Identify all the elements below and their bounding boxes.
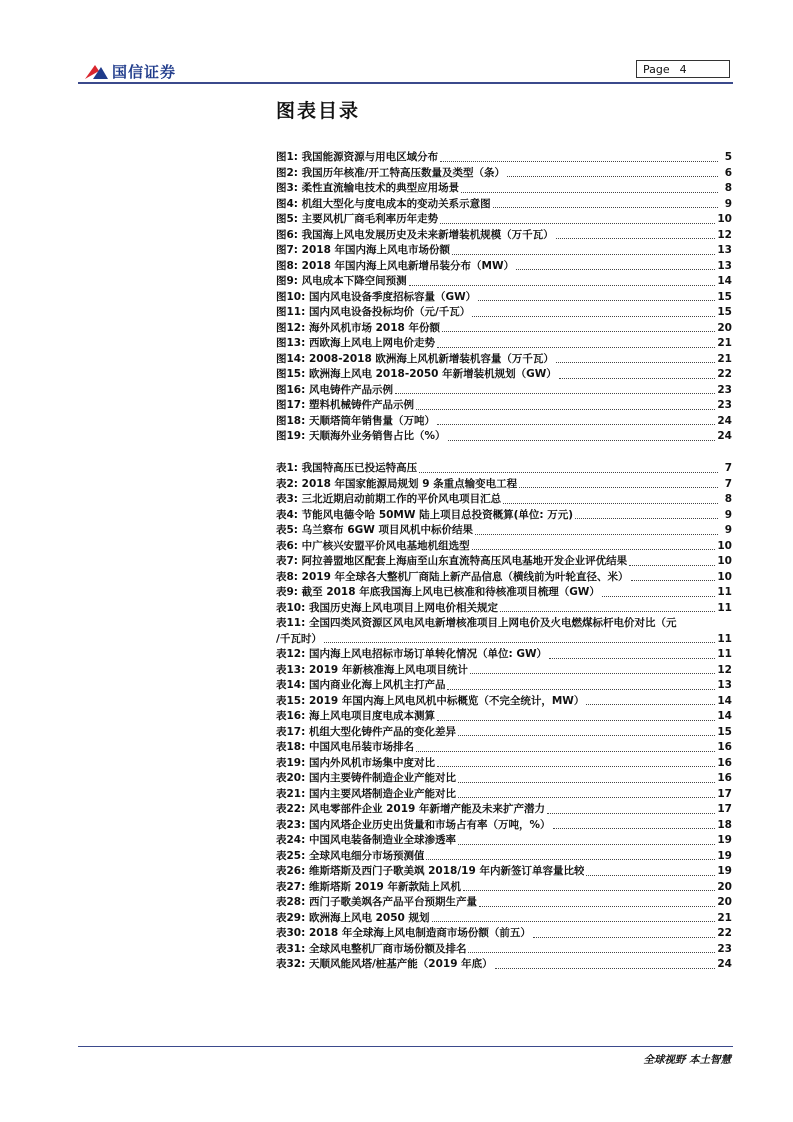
table-toc-entry-label: 表11: 全国四类风资源区风电风电新增核准项目上网电价及火电燃煤标杆电价对比（元 [276, 617, 677, 629]
table-toc-entry[interactable] [276, 957, 732, 973]
figure-toc-entry[interactable] [276, 321, 732, 337]
figure-toc-entry-label: 图13: 西欧海上风电上网电价走势 [276, 337, 435, 349]
dot-leader [479, 906, 715, 907]
table-toc-entry-label: 表30: 2018 年全球海上风电制造商市场份额（前五） [276, 927, 531, 939]
table-toc-entry-label: 表22: 风电零部件企业 2019 年新增产能及未来扩产潜力 [276, 803, 546, 815]
figure-toc-entry[interactable] [276, 212, 732, 228]
table-toc-entry-label: 表20: 国内主要铸件制造企业产能对比 [276, 772, 456, 784]
figure-toc-entry-label: 图3: 柔性直流输电技术的典型应用场景 [276, 182, 460, 194]
table-toc-entry-label: 表7: 阿拉善盟地区配套上海庙至山东直流特高压风电基地开发企业评优结果 [276, 555, 628, 567]
table-toc-entry-label: 表21: 国内主要风塔制造企业产能对比 [276, 787, 456, 800]
figure-list [276, 150, 732, 445]
dot-leader [495, 968, 716, 969]
table-toc-entry-page: 12 [717, 663, 732, 676]
dot-leader [500, 611, 715, 612]
table-toc-entry-label: 表6: 中广核兴安盟平价风电基地机组选型 [276, 539, 470, 552]
figure-toc-entry-page: 24 [717, 414, 732, 427]
figure-toc-entry[interactable] [276, 259, 732, 275]
table-toc-entry[interactable] [276, 570, 732, 586]
dot-leader [416, 751, 715, 752]
table-toc-entry-label: 表26: 维斯塔斯及西门子歌美飒 2018/19 年内新签订单容量比较 [276, 865, 585, 877]
table-toc-entry-label: 表24: 中国风电装备制造业全球渗透率 [276, 834, 456, 846]
footer-rule [78, 1046, 733, 1047]
dot-leader [461, 192, 718, 193]
dot-leader [452, 254, 715, 255]
dot-leader [416, 409, 715, 410]
page-indicator [636, 60, 730, 78]
table-toc-entry-label: 表19: 国内外风机市场集中度对比 [276, 756, 435, 769]
figure-toc-entry-page: 20 [717, 321, 732, 334]
table-toc-entry-label: 表5: 乌兰察布 6GW 项目风机中标价结果 [276, 524, 473, 536]
table-toc-entry[interactable] [276, 802, 732, 818]
table-toc-entry[interactable] [276, 849, 732, 865]
dot-leader [602, 596, 715, 597]
dot-leader [549, 658, 715, 659]
table-toc-entry[interactable] [276, 864, 732, 880]
dot-leader [437, 424, 715, 425]
table-toc-entry[interactable] [276, 709, 732, 725]
table-toc-entry[interactable] [276, 663, 732, 679]
table-toc-entry-page: 11 [717, 601, 732, 614]
figure-toc-entry[interactable] [276, 414, 732, 430]
dot-leader [507, 176, 718, 177]
figure-toc-entry-label: 图5: 主要风机厂商毛利率历年走势 [276, 213, 439, 225]
page-label: Page [643, 63, 670, 76]
figure-toc-entry-page: 15 [717, 306, 732, 318]
figure-toc-entry-label: 图1: 我国能源资源与用电区域分布 [276, 151, 439, 163]
dot-leader [440, 223, 715, 224]
table-toc-entry-label: 表9: 截至 2018 年底我国海上风电已核准和待核准项目梳理（GW） [276, 586, 600, 598]
dot-leader [458, 844, 715, 845]
table-toc-entry-page: 20 [717, 880, 732, 893]
table-toc-entry[interactable] [276, 678, 732, 694]
dot-leader [631, 580, 716, 581]
table-toc-entry[interactable] [276, 880, 732, 896]
table-toc-entry-page: 19 [717, 849, 732, 862]
figure-toc-entry-label: 图10: 国内风电设备季度招标容量（GW） [276, 290, 477, 303]
dot-leader [629, 565, 715, 566]
figure-toc-entry-page: 14 [717, 275, 732, 287]
figure-toc-entry-page: 8 [724, 182, 732, 194]
dot-leader [470, 673, 716, 674]
dot-leader [468, 952, 715, 953]
table-toc-entry-page: 23 [717, 942, 732, 955]
table-toc-entry-label: 表31: 全球风电整机厂商市场份额及排名 [276, 942, 467, 955]
figure-toc-entry[interactable] [276, 429, 732, 445]
figure-toc-entry-page: 15 [717, 290, 732, 303]
table-toc-entry-page: 14 [717, 710, 732, 722]
dot-leader [559, 378, 716, 379]
figure-toc-entry-label: 图12: 海外风机市场 2018 年份额 [276, 321, 441, 334]
table-toc-entry-page: 19 [717, 834, 732, 846]
table-toc-entry-page: 14 [717, 694, 732, 707]
table-toc-entry-page: 19 [717, 865, 732, 877]
table-toc-entry[interactable] [276, 911, 732, 927]
dot-leader [519, 487, 718, 488]
table-toc-entry[interactable] [276, 771, 732, 787]
table-toc-entry[interactable] [276, 725, 732, 741]
figure-toc-entry-page: 22 [717, 368, 732, 380]
figure-toc-entry-label: 图9: 风电成本下降空间预测 [276, 275, 407, 287]
table-toc-entry-page: 8 [724, 493, 732, 505]
table-toc-entry-page: 10 [717, 539, 732, 552]
dot-leader [458, 797, 715, 798]
dot-leader [437, 347, 715, 348]
table-toc-entry[interactable] [276, 585, 732, 601]
figure-toc-entry-label: 图2: 我国历年核准/开工特高压数量及类型（条） [276, 166, 505, 179]
table-toc-entry[interactable] [276, 508, 732, 524]
figure-toc-entry[interactable] [276, 150, 732, 166]
company-logo [83, 60, 176, 82]
table-toc-entry-page: 16 [717, 772, 732, 784]
table-list [276, 461, 732, 973]
table-toc-entry-label: 表10: 我国历史海上风电项目上网电价相关规定 [276, 601, 498, 614]
figure-toc-entry-label: 图15: 欧洲海上风电 2018-2050 年新增装机规划（GW） [276, 368, 557, 380]
figure-toc-entry-label: 图16: 风电铸件产品示例 [276, 383, 393, 396]
table-toc-entry[interactable] [276, 818, 732, 834]
table-toc-entry-label: 表27: 维斯塔斯 2019 年新款陆上风机 [276, 880, 462, 893]
table-toc-entry[interactable] [276, 787, 732, 803]
figure-toc-entry-label: 图19: 天顺海外业务销售占比（%） [276, 430, 446, 442]
table-toc-entry-label: 表23: 国内风塔企业历史出货量和市场占有率（万吨，%） [276, 818, 551, 831]
figure-toc-entry[interactable] [276, 305, 732, 321]
table-toc-entry-label: 表1: 我国特高压已投运特高压 [276, 462, 418, 474]
table-toc-entry-label-cont: /千瓦时） [276, 632, 322, 645]
header-rule [78, 82, 733, 84]
figure-toc-entry[interactable] [276, 228, 732, 244]
dot-leader [586, 875, 715, 876]
figure-toc-entry[interactable] [276, 290, 732, 306]
figure-toc-entry[interactable] [276, 367, 732, 383]
table-toc-entry-label: 表3: 三北近期启动前期工作的平价风电项目汇总 [276, 493, 502, 505]
dot-leader [440, 161, 718, 162]
footer-slogan: 全球视野 本土智慧 [643, 1054, 731, 1066]
dot-leader [472, 316, 715, 317]
dot-leader [475, 534, 718, 535]
dot-leader [437, 720, 715, 721]
table-toc-entry-label: 表12: 国内海上风电招标市场订单转化情况（单位: GW） [276, 648, 548, 660]
figure-toc-entry-page: 23 [717, 383, 732, 396]
figure-toc-entry-page: 23 [717, 399, 732, 411]
table-toc-entry-label: 表8: 2019 年全球各大整机厂商陆上新产品信息（横线前为叶轮直径、米） [276, 570, 629, 583]
dot-leader [516, 269, 715, 270]
table-toc-entry[interactable] [276, 523, 732, 539]
dot-leader [478, 300, 715, 301]
table-toc-entry-page: 7 [724, 462, 732, 474]
table-toc-entry-label: 表28: 西门子歌美飒各产品平台预期生产量 [276, 896, 477, 908]
table-toc-entry-label: 表13: 2019 年新核准海上风电项目统计 [276, 663, 468, 676]
table-toc-entry-page: 17 [717, 803, 732, 815]
table-toc-entry-page: 20 [717, 896, 732, 908]
figure-toc-entry-page: 21 [717, 337, 732, 349]
figure-toc-entry-page: 21 [717, 352, 732, 365]
table-toc-entry[interactable] [276, 477, 732, 493]
figure-toc-entry-label: 图7: 2018 年国内海上风电市场份额 [276, 244, 451, 256]
figure-toc-entry[interactable] [276, 243, 732, 259]
table-toc-entry-page: 11 [717, 632, 732, 645]
figure-toc-entry-label: 图17: 塑料机械铸件产品示例 [276, 399, 414, 411]
figure-toc-entry-label: 图18: 天顺塔筒年销售量（万吨） [276, 414, 435, 427]
figure-toc-entry-label: 图6: 我国海上风电发展历史及未来新增装机规模（万千瓦） [276, 228, 554, 241]
figure-toc-entry-page: 10 [717, 213, 732, 225]
logo-mark-icon [83, 61, 109, 81]
table-toc-entry[interactable] [276, 942, 732, 958]
table-toc-entry-page: 9 [724, 508, 732, 521]
table-toc-entry-page: 11 [717, 586, 732, 598]
table-toc-entry[interactable] [276, 895, 732, 911]
figure-toc-entry-label: 图14: 2008-2018 欧洲海上风机新增装机容量（万千瓦） [276, 352, 554, 365]
dot-leader [442, 331, 715, 332]
page-number: 4 [679, 63, 687, 76]
dot-leader [324, 642, 716, 643]
table-toc-entry-label: 表16: 海上风电项目度电成本测算 [276, 710, 435, 722]
table-toc-entry-page: 22 [717, 927, 732, 939]
table-toc-entry-label: 表29: 欧洲海上风电 2050 规划 [276, 911, 430, 924]
dot-leader [493, 207, 718, 208]
table-toc-entry-page: 17 [717, 787, 732, 800]
dot-leader [556, 362, 715, 363]
table-toc-entry-label: 表15: 2019 年国内海上风电风机中标概览（不完全统计，MW） [276, 694, 585, 707]
table-toc-entry-page: 10 [717, 555, 732, 567]
table-toc-entry-label: 表32: 天顺风能风塔/桩基产能（2019 年底） [276, 958, 493, 970]
table-toc-entry[interactable] [276, 492, 732, 508]
dot-leader [458, 735, 715, 736]
table-toc-entry[interactable] [276, 616, 732, 647]
page-title: 图表目录 [276, 100, 361, 122]
table-toc-entry-page: 15 [717, 725, 732, 738]
table-toc-entry-label: 表17: 机组大型化铸件产品的变化差异 [276, 725, 456, 738]
table-toc-entry[interactable] [276, 601, 732, 617]
figure-toc-entry[interactable] [276, 197, 732, 213]
dot-leader [547, 813, 715, 814]
table-toc-entry-page: 9 [724, 524, 732, 536]
figure-toc-entry[interactable] [276, 398, 732, 414]
table-toc-entry-page: 7 [724, 477, 732, 490]
dot-leader [575, 518, 718, 519]
figure-toc-entry[interactable] [276, 181, 732, 197]
table-toc-entry-page: 10 [717, 570, 732, 583]
dot-leader [503, 503, 718, 504]
table-toc-entry[interactable] [276, 756, 732, 772]
table-toc-entry-label: 表18: 中国风电吊装市场排名 [276, 741, 414, 753]
figure-toc-entry-page: 13 [717, 259, 732, 272]
dot-leader [437, 766, 715, 767]
table-toc-entry[interactable] [276, 740, 732, 756]
table-toc-entry-page: 24 [717, 958, 732, 970]
figure-toc-entry[interactable] [276, 274, 732, 290]
table-toc-entry[interactable] [276, 554, 732, 570]
table-toc-entry[interactable] [276, 461, 732, 477]
figure-toc-entry-label: 图11: 国内风电设备投标均价（元/千瓦） [276, 306, 471, 318]
table-toc-entry-page: 18 [717, 818, 732, 831]
logo-text: 国信证券 [112, 62, 177, 81]
dot-leader [472, 549, 716, 550]
table-toc-entry-page: 11 [717, 648, 732, 660]
dot-leader [432, 921, 716, 922]
table-toc-entry-label: 表25: 全球风电细分市场预测值 [276, 849, 425, 862]
dot-leader [419, 472, 718, 473]
dot-leader [553, 828, 716, 829]
table-toc-entry-label: 表2: 2018 年国家能源局规划 9 条重点输变电工程 [276, 477, 518, 490]
figure-toc-entry-page: 12 [717, 228, 732, 241]
figure-toc-entry-page: 24 [717, 430, 732, 442]
figure-toc-entry-page: 13 [717, 244, 732, 256]
figure-toc-entry[interactable] [276, 166, 732, 182]
figure-toc-entry[interactable] [276, 352, 732, 368]
table-toc-entry-page: 21 [717, 911, 732, 924]
dot-leader [533, 937, 716, 938]
table-toc-entry[interactable] [276, 539, 732, 555]
figure-toc-entry-label: 图8: 2018 年国内海上风电新增吊装分布（MW） [276, 259, 515, 272]
table-toc-entry-label: 表14: 国内商业化海上风机主打产品 [276, 679, 446, 691]
dot-leader [463, 890, 715, 891]
table-toc-entry[interactable] [276, 833, 732, 849]
table-toc-entry[interactable] [276, 694, 732, 710]
dot-leader [556, 238, 716, 239]
figure-toc-entry-page: 9 [724, 197, 732, 210]
dot-leader [448, 440, 716, 441]
figure-toc-entry-page: 6 [724, 166, 732, 179]
figure-toc-entry-page: 5 [724, 151, 732, 163]
figure-toc-entry-label: 图4: 机组大型化与度电成本的变动关系示意图 [276, 197, 491, 210]
table-toc-entry-page: 16 [717, 741, 732, 753]
table-toc-entry[interactable] [276, 647, 732, 663]
dot-leader [586, 704, 715, 705]
figure-toc-entry[interactable] [276, 336, 732, 352]
dot-leader [447, 689, 715, 690]
table-toc-entry[interactable] [276, 926, 732, 942]
dot-leader [426, 859, 715, 860]
dot-leader [458, 782, 715, 783]
dot-leader [395, 393, 715, 394]
table-toc-entry-page: 16 [717, 756, 732, 769]
dot-leader [409, 285, 716, 286]
table-toc-entry-label: 表4: 节能风电德令哈 50MW 陆上项目总投资概算(单位: 万元) [276, 508, 574, 521]
figure-toc-entry[interactable] [276, 383, 732, 399]
table-toc-entry-page: 13 [717, 679, 732, 691]
